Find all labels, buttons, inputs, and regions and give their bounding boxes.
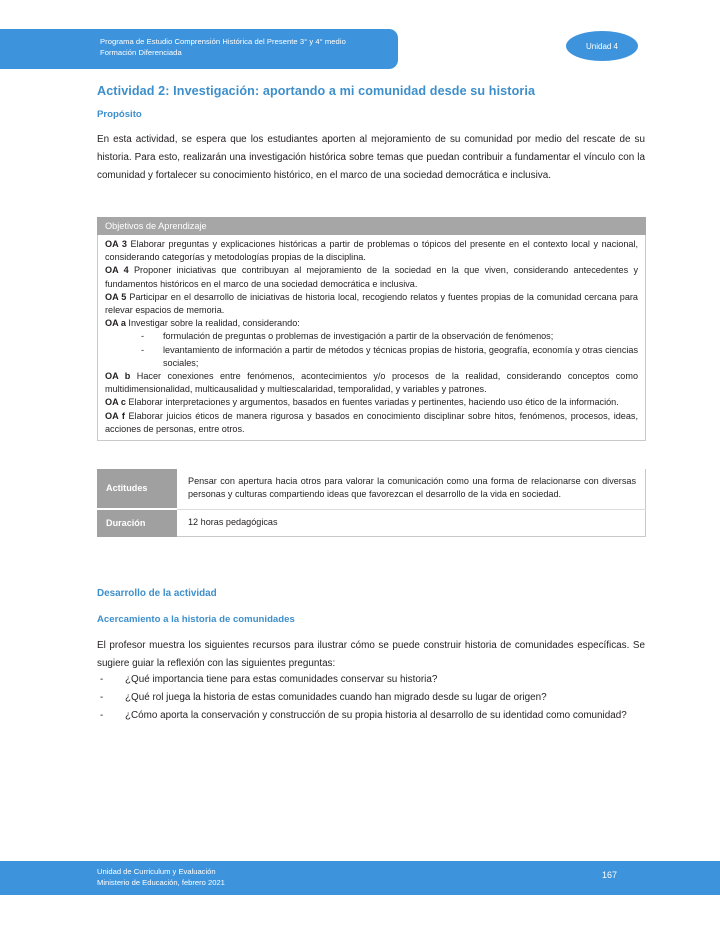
- page-header-bar: [0, 29, 398, 69]
- duration-value: 12 horas pedagógicas: [177, 510, 646, 537]
- oa-code: OA 4: [105, 265, 129, 276]
- footer-text: [97, 866, 225, 889]
- page-title: Actividad 2: Investigación: aportando a mi comunidad desde su historia: [97, 84, 536, 98]
- header-formation-line: Formación Diferenciada: [100, 48, 182, 58]
- oa-sub-text: formulación de preguntas o problemas de investigación a partir de la observación de fenómenos;: [163, 331, 554, 342]
- table-row: [97, 469, 646, 510]
- oa-item: [105, 396, 638, 409]
- oa-sub-item: [105, 330, 638, 343]
- header-program-line: Programa de Estudio Comprensión Histórica del Presente 3° y 4° medio: [100, 37, 346, 46]
- dash-bullet-icon: -: [100, 674, 104, 685]
- oa-item: [105, 238, 638, 264]
- oa-sublist: [105, 330, 638, 370]
- oa-text: Hacer conexiones entre fenómenos, acontecimientos y/o procesos de la realidad, considerando conceptos como multidimensionalidad, multicausalidad y multiescalaridad, temporalidad, y variables y patrones.: [105, 371, 638, 395]
- oa-code: OA b: [105, 371, 131, 382]
- dash-bullet-icon: -: [100, 709, 104, 721]
- oa-code: OA c: [105, 397, 126, 408]
- attributes-table: [97, 469, 646, 537]
- list-item: [97, 671, 645, 689]
- purpose-heading: Propósito: [97, 109, 142, 120]
- duration-label: Duración: [97, 510, 177, 537]
- oa-item: [105, 291, 638, 317]
- development-heading: Desarrollo de la actividad: [97, 588, 217, 599]
- unit-badge: Unidad 4: [566, 31, 638, 61]
- learning-objectives-header: Objetivos de Aprendizaje: [97, 217, 646, 235]
- attitudes-label: Actitudes: [97, 469, 177, 510]
- learning-objectives-table: [97, 217, 646, 441]
- attitudes-value: Pensar con apertura hacia otros para valorar la comunicación como una forma de relacionarse con diversas personas y culturas compartiendo ideas que favorezcan el desarrollo de la vida en sociedad.: [177, 469, 646, 510]
- question-text: ¿Cómo aporta la conservación y construcción de su propia historia al desarrollo de su identidad como comunidad?: [125, 709, 627, 721]
- oa-text: Investigar sobre la realidad, considerando:: [125, 318, 300, 329]
- footer-unit-line: Unidad de Curriculum y Evaluación: [97, 867, 216, 876]
- question-text: ¿Qué rol juega la historia de estas comunidades cuando han migrado desde su lugar de origen?: [125, 691, 547, 703]
- table-row: [97, 510, 646, 537]
- reflection-questions-list: [97, 671, 645, 724]
- oa-sub-item: [105, 344, 638, 370]
- oa-item: [105, 410, 638, 436]
- list-item: [97, 707, 645, 725]
- dash-bullet-icon: -: [141, 331, 145, 342]
- oa-code: OA 3: [105, 239, 127, 249]
- page-footer-bar: [0, 861, 720, 895]
- question-text: ¿Qué importancia tiene para estas comunidades conservar su historia?: [125, 674, 438, 685]
- oa-code: OA 5: [105, 291, 127, 302]
- oa-item: [105, 317, 638, 370]
- oa-sub-text: levantamiento de información a partir de métodos y técnicas propias de historia, geografía, economía y otras ciencias sociales;: [163, 344, 638, 368]
- dash-bullet-icon: -: [100, 691, 104, 703]
- learning-objectives-body: [97, 235, 646, 441]
- oa-text: Elaborar preguntas y explicaciones históricas a partir de problemas o tópicos del presente en el contexto local y nacional, considerando categorías y metodologías propias de la disciplina.: [105, 239, 639, 263]
- footer-ministry-line: Ministerio de Educación, febrero 2021: [97, 878, 225, 888]
- development-intro-paragraph: El profesor muestra los siguientes recursos para ilustrar cómo se puede construir historia de comunidades específicas. Se sugiere guiar la reflexión con las siguientes preguntas:: [97, 640, 645, 669]
- oa-item: [105, 370, 638, 396]
- oa-text: Elaborar juicios éticos de manera rigurosa y basados en conocimiento disciplinar sobre hitos, fenómenos, procesos, ideas, acciones de personas, entre otros.: [105, 410, 638, 434]
- oa-item: [105, 264, 638, 290]
- oa-text: Participar en el desarrollo de iniciativas de historia local, recogiendo relatos y fuentes propias de la comunidad cercana para relevar espacios de memoria.: [105, 291, 638, 316]
- oa-text: Elaborar interpretaciones y argumentos, basados en fuentes variadas y pertinentes, haciendo uso ético de la información.: [125, 397, 619, 408]
- dash-bullet-icon: -: [141, 344, 145, 355]
- oa-text: Proponer iniciativas que contribuyan al mejoramiento de la sociedad en la que viven, considerando antecedentes y fundamentos históricos en el marco de una sociedad democrática e inclusiva.: [105, 265, 638, 289]
- oa-code: OA a: [105, 318, 126, 329]
- oa-code: OA f: [105, 410, 125, 421]
- list-item: [97, 689, 645, 707]
- development-subheading: Acercamiento a la historia de comunidades: [97, 614, 295, 625]
- page-number: 167: [602, 870, 618, 880]
- purpose-paragraph: En esta actividad, se espera que los estudiantes aporten al mejoramiento de su comunidad por medio del rescate de su historia. Para esto, realizarán una investigación histórica sobre temas que puedan contribuir a fundamentar el vínculo con la comunidad y fortalecer su conocimiento histórico, en el marco de una sociedad democrática e inclusiva.: [97, 134, 645, 181]
